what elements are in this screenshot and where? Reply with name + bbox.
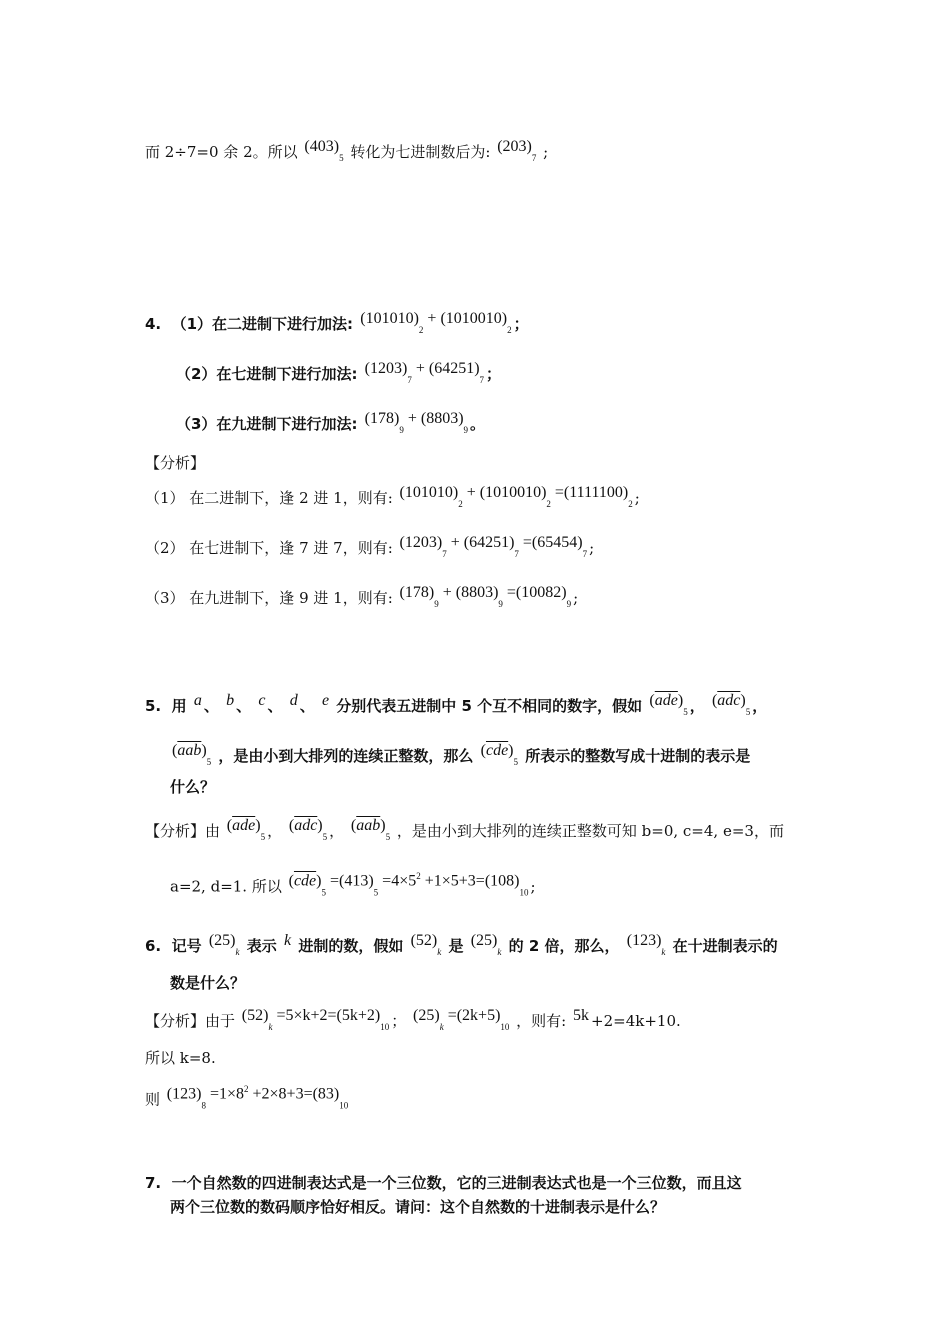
q7-line1: [145, 1172, 742, 1194]
q6-calc2: $(25)_k =(2k+5)_{10}$: [413, 1007, 510, 1032]
q6-so: 所以 k=8.: [145, 1049, 216, 1067]
math-ade: $(\overline{ade})_5$: [649, 692, 688, 717]
q6-calc3: 5k: [573, 1007, 590, 1024]
text: a=2, d=1. 所以: [170, 877, 282, 896]
question-number: 7.: [145, 1174, 162, 1192]
var-c: c: [258, 692, 266, 709]
var-e: e: [321, 692, 330, 709]
q6-then: [145, 1078, 350, 1116]
math-adc: $(\overline{adc})_5$: [288, 817, 328, 842]
q5-analysis-line2: [170, 865, 536, 903]
punct: ；: [513, 315, 529, 333]
punct: ;: [573, 589, 579, 607]
q6-analysis-line1: [145, 1005, 681, 1038]
text: 表示: [246, 937, 277, 955]
text: ，是由小到大排列的连续正整数，那么: [218, 747, 474, 765]
text: （2） 在七进制下，逢 7 进 7，则有:: [145, 539, 393, 557]
punct: 、: [236, 697, 252, 715]
q7-line2: 两个三位数的数码顺序恰好相反。请问：这个自然数的十进制表示是什么？: [170, 1198, 666, 1216]
punct: 、: [299, 697, 315, 715]
q4-answer1-expr: $(101010)_2 + (1010010)_2 =(1111100)_2$: [399, 484, 633, 509]
analysis-label: 【分析】: [145, 454, 206, 472]
text: 【分析】由: [145, 822, 221, 840]
q4-p2-expr: $(1203)_7 + (64251)_7$: [364, 360, 485, 385]
q5-line3: 什么？: [170, 778, 216, 796]
punct: ；: [391, 1012, 407, 1030]
math-25k: $(25)_k$: [470, 932, 502, 957]
text: 的 2 倍，那么，: [508, 937, 620, 955]
q6-calc1: $(52)_k =5\times k+2=(5k+2)_{10}$: [241, 1007, 390, 1032]
text: 用: [171, 697, 187, 715]
q4-p3-text: （3）在九进制下进行加法:: [176, 415, 358, 433]
math-cde: $(\overline{cde})_5$: [480, 742, 518, 767]
punct: ；: [486, 365, 502, 383]
math-ade: $(\overline{ade})_5$: [226, 817, 266, 842]
punct: ，: [752, 697, 768, 715]
text: 所表示的整数写成十进制的表示是: [525, 747, 751, 765]
text: 一个自然数的四进制表达式是一个三位数，它的三进制表达式也是一个三位数，而且这: [171, 1174, 742, 1192]
text: 转化为七进制数后为:: [350, 143, 491, 161]
q6-line2: 数是什么？: [170, 974, 246, 992]
question-number: 6.: [145, 937, 162, 955]
var-d: d: [289, 692, 298, 709]
punct: 。: [470, 415, 486, 433]
q4-answer3-expr: $(178)_9 + (8803)_9 =(10082)_9$: [399, 584, 572, 609]
text: b=0, c=4, e=3，而: [641, 822, 784, 840]
q5-line2: [170, 740, 750, 773]
text: ，是由小到大排列的连续正整数可知: [396, 822, 637, 840]
q4-answer3: [145, 582, 578, 615]
q4-answer2-expr: $(1203)_7 + (64251)_7 =(65454)_7$: [399, 534, 588, 559]
q4-p1-text: （1）在二进制下进行加法:: [171, 315, 354, 333]
text: 分别代表五进制中 5 个互不相同的数字，假如: [336, 697, 643, 715]
text: 是: [448, 937, 464, 955]
punct: 、: [267, 697, 283, 715]
text: 进制的数，假如: [298, 937, 404, 955]
math-52k: $(52)_k$: [410, 932, 442, 957]
text: 【分析】由于: [145, 1012, 236, 1030]
q4-part1: [145, 308, 529, 341]
punct: ，: [329, 822, 345, 840]
math-aab: $(\overline{aab})_5$: [350, 817, 391, 842]
q5-calc: $(\overline{cde})_5 =(413)_5 =4\times 5^2 +1\times 5+3=(108)_{10}$: [288, 871, 529, 898]
q4-part3: [176, 408, 485, 441]
q4-p3-expr: $(178)_9 + (8803)_9$: [364, 410, 469, 435]
text: （1） 在二进制下，逢 2 进 1，则有:: [145, 489, 393, 507]
text: 则: [145, 1090, 161, 1109]
math-aab: $(\overline{aab})_5$: [172, 742, 212, 767]
q5-line1: [145, 690, 767, 723]
punct: 、: [203, 697, 219, 715]
punct: ，: [267, 822, 283, 840]
q4-part2: [176, 358, 501, 391]
question-number: 4.: [145, 315, 162, 333]
math-adc: $(\overline{adc})_5$: [711, 692, 751, 717]
math-123k: $(123)_k$: [626, 932, 666, 957]
math-203-base7: $(203)_7$: [497, 138, 537, 163]
q4-p2-text: （2）在七进制下进行加法:: [176, 365, 358, 383]
text: ，则有:: [516, 1012, 567, 1030]
text: +2=4k+10.: [591, 1012, 681, 1030]
continuation-line: [145, 136, 548, 169]
question-number: 5.: [145, 697, 162, 715]
punct: ;: [543, 143, 549, 161]
punct: ;: [634, 489, 640, 507]
q4-p1-expr: $(101010)_2 + (1010010)_2$: [360, 310, 512, 335]
text: 而 2÷7=0 余 2。所以: [145, 143, 298, 161]
q6-line1: [145, 930, 778, 963]
text: 在十进制表示的: [672, 937, 778, 955]
punct: ;: [589, 539, 595, 557]
var-b: b: [226, 692, 235, 709]
text: （3） 在九进制下，逢 9 进 1，则有:: [145, 589, 393, 607]
math-403-base5: $(403)_5$: [304, 138, 344, 163]
math-25k: $(25)_k$: [208, 932, 240, 957]
q4-answer1: [145, 482, 640, 515]
var-k: k: [283, 932, 292, 949]
punct: ，: [689, 697, 705, 715]
punct: ;: [530, 877, 536, 896]
var-a: a: [193, 692, 202, 709]
text: 记号: [171, 937, 202, 955]
q4-answer2: [145, 532, 594, 565]
q6-calc4: $(123)_8 =1\times 8^2 +2\times 8+3=(83)_{10}$: [166, 1084, 349, 1111]
q5-analysis-line1: [145, 815, 784, 848]
